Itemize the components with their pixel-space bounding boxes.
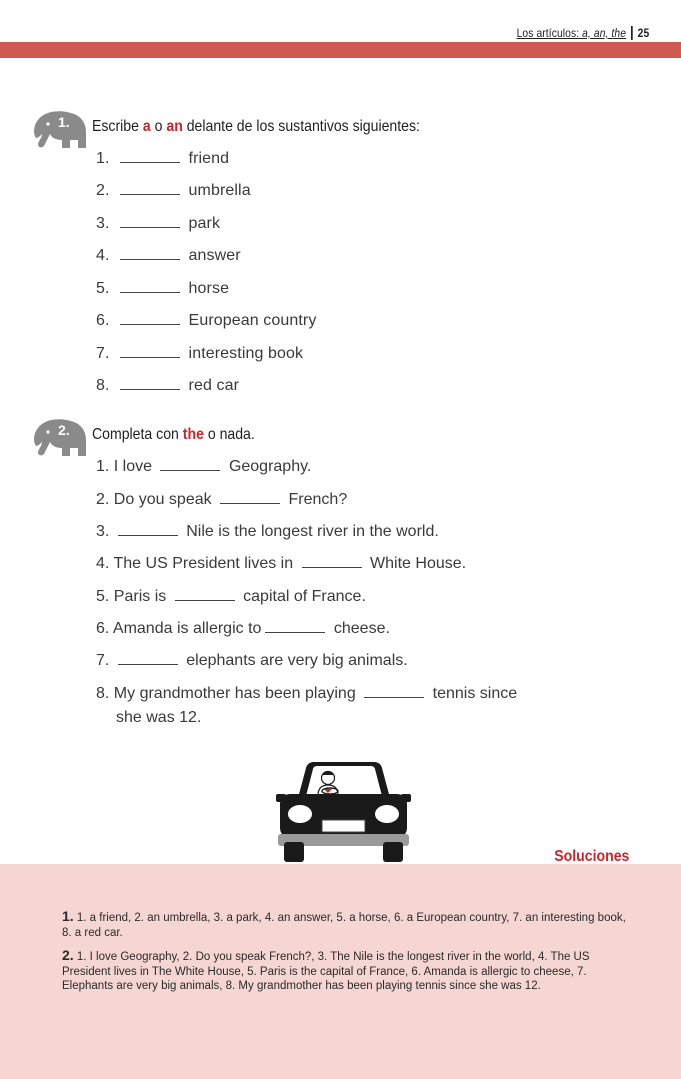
running-title: Los artículos: a, an, the bbox=[516, 26, 626, 40]
answer-blank[interactable] bbox=[220, 492, 280, 504]
exercise-1-item: 1. friend bbox=[96, 150, 230, 167]
answer-blank[interactable] bbox=[118, 653, 178, 665]
exercise-2-item: 6. Amanda is allergic to cheese. bbox=[96, 620, 390, 637]
solutions-exercise-2: 2. 1. I love Geography, 2. Do you speak French?, 3. The Nile is the longest river in the world, 4. The US President lives in The White House, 5. Paris is the capital of France, 6. Amanda is allergic to cheese, 7. Elephants are very big animals, 8. My grandmother has been playing tennis since she was 12. bbox=[62, 947, 590, 992]
exercise-2-item: 1. I love Geography. bbox=[96, 458, 312, 475]
exercise-2-item: 7. elephants are very big animals. bbox=[96, 652, 408, 669]
answer-blank[interactable] bbox=[175, 589, 235, 601]
answer-blank[interactable] bbox=[160, 459, 220, 471]
exercise-2-item: 4. The US President lives in White House. bbox=[96, 555, 467, 572]
exercise-1-item: 7. interesting book bbox=[96, 345, 304, 362]
answer-blank[interactable] bbox=[265, 621, 325, 633]
exercise-2-instruction: Completa con the o nada. bbox=[92, 426, 255, 443]
answer-blank[interactable] bbox=[120, 248, 180, 260]
exercise-2-item: 5. Paris is capital of France. bbox=[96, 588, 366, 605]
exercise-number: 1. bbox=[58, 114, 70, 130]
exercise-1-item: 2. umbrella bbox=[96, 182, 251, 199]
exercise-2-item: 3. Nile is the longest river in the world. bbox=[96, 523, 439, 540]
answer-blank[interactable] bbox=[120, 151, 180, 163]
exercise-1-item: 6. European country bbox=[96, 312, 317, 329]
exercise-1-badge bbox=[30, 108, 88, 150]
exercise-2-item: 2. Do you speak French? bbox=[96, 491, 348, 508]
exercise-2-badge bbox=[30, 416, 88, 458]
answer-blank[interactable] bbox=[120, 346, 180, 358]
answer-blank[interactable] bbox=[120, 313, 180, 325]
solutions-title: Soluciones bbox=[553, 848, 629, 865]
answer-blank[interactable] bbox=[118, 524, 178, 536]
exercise-2-item: 8. My grandmother has been playing tennis since bbox=[96, 685, 518, 702]
exercise-number: 2. bbox=[58, 422, 70, 438]
exercise-1-item: 4. answer bbox=[96, 247, 241, 264]
answer-blank[interactable] bbox=[120, 216, 180, 228]
solutions-exercise-1: 1. 1. a friend, 2. an umbrella, 3. a park, 4. an answer, 5. a horse, 6. a European country, 7. an interesting book, 8. a red car. bbox=[62, 908, 626, 939]
exercise-2-item-continuation: she was 12. bbox=[116, 709, 202, 726]
answer-blank[interactable] bbox=[120, 281, 180, 293]
car-illustration bbox=[276, 758, 411, 866]
exercise-1-item: 8. red car bbox=[96, 377, 240, 394]
running-header bbox=[516, 26, 649, 40]
answer-blank[interactable] bbox=[120, 183, 180, 195]
header-bar bbox=[0, 42, 681, 58]
answer-blank[interactable] bbox=[364, 686, 424, 698]
exercise-1-item: 3. park bbox=[96, 215, 221, 232]
exercise-1-item: 5. horse bbox=[96, 280, 230, 297]
answer-blank[interactable] bbox=[302, 556, 362, 568]
header-separator bbox=[631, 26, 632, 40]
exercise-1-instruction: Escribe a o an delante de los sustantivos siguientes: bbox=[92, 118, 420, 135]
page-number: 25 bbox=[637, 26, 649, 40]
answer-blank[interactable] bbox=[120, 378, 180, 390]
